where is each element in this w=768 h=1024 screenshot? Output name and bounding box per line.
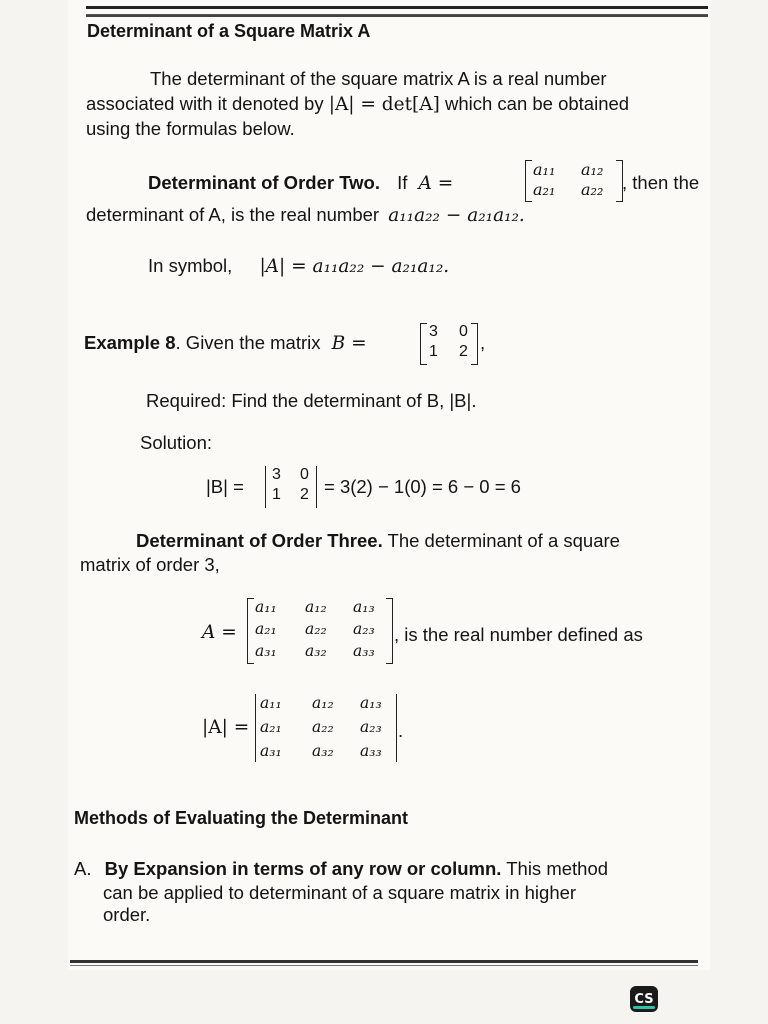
required-line: Required: Find the determinant of B, |B|.: [146, 390, 477, 411]
det-cell: a₂₂: [312, 718, 334, 736]
det-cell: a₁₃: [360, 694, 382, 712]
matrix-cell: a₁₁: [255, 598, 277, 616]
methods-heading: Methods of Evaluating the Determinant: [74, 808, 409, 828]
matrix-cell: 1: [429, 343, 438, 360]
method-a-title: By Expansion in terms of any row or column.: [104, 858, 502, 879]
method-a-line-1: [74, 858, 608, 880]
intro-line-1: The determinant of the square matrix A is a real number: [150, 68, 607, 89]
intro-text: associated with it denoted by: [86, 93, 329, 114]
order-three-title: Determinant of Order Three.: [136, 530, 383, 551]
matrix-cell: 0: [459, 323, 468, 340]
order-two-title: Determinant of Order Two.: [148, 172, 380, 193]
det-cell: a₁₁: [260, 694, 282, 712]
matrix-cell: a₃₃: [353, 642, 375, 660]
example-8-title: Example 8: [84, 332, 176, 353]
matrix-cell: a₁₂: [581, 160, 604, 179]
matrix-cell: a₁₂: [305, 598, 327, 616]
example-8-text: . Given the matrix: [175, 332, 321, 353]
b-abs-label: |B| =: [206, 476, 244, 497]
det-cell: 3: [272, 466, 281, 483]
matrix-cell: a₂₂: [581, 180, 604, 199]
matrix-a3-label: A =: [202, 622, 237, 643]
det-cell: 0: [300, 466, 309, 483]
abs-a: |A| =: [202, 717, 250, 738]
then-text: , then the: [622, 172, 700, 193]
matrix-cell: a₂₁: [533, 180, 556, 199]
determinant-a-3x3: [254, 694, 398, 762]
matrix-cell: a₂₁: [255, 620, 277, 638]
method-a-text: This method: [501, 858, 609, 879]
determinant-b: [264, 466, 318, 508]
example-8-result: = 3(2) − 1(0) = 6 − 0 = 6: [324, 476, 521, 497]
bottom-rule: [70, 960, 698, 963]
solution-label: Solution:: [140, 432, 212, 453]
comma: ,: [480, 332, 486, 353]
matrix-cell: a₃₁: [255, 642, 277, 660]
order-two-line: [148, 172, 453, 194]
matrix-cell: a₁₃: [353, 598, 375, 616]
matrix-cell: 3: [429, 323, 438, 340]
in-symbol-line: [148, 255, 449, 277]
bottom-rule-thin: [70, 965, 698, 966]
matrix-a-label: A =: [418, 173, 454, 194]
order-three-line-2: matrix of order 3,: [80, 554, 220, 575]
defined-as-text: , is the real number defined as: [394, 624, 643, 645]
top-rule-thin: [86, 14, 708, 15]
det-cell: 2: [300, 486, 309, 503]
top-rule: [86, 6, 708, 17]
intro-line-3: using the formulas below.: [86, 118, 295, 139]
det-cell: a₁₂: [312, 694, 334, 712]
matrix-a-2x2: [525, 160, 623, 202]
method-a-line-2: can be applied to determinant of a square matrix in higher: [103, 882, 577, 903]
det-cell: a₂₁: [260, 718, 282, 736]
example-8-line: [84, 332, 367, 354]
det-cell: a₃₂: [312, 742, 334, 760]
order-three-line: [136, 530, 620, 552]
matrix-cell: 2: [459, 343, 468, 360]
det-cell: 1: [272, 486, 281, 503]
intro-text-end: which can be obtained: [439, 93, 630, 114]
matrix-cell: a₁₁: [533, 160, 556, 179]
if-text: If: [397, 172, 408, 193]
order-two-desc: determinant of A, is the real number: [86, 204, 380, 225]
intro-line-2: [86, 93, 629, 115]
matrix-cell: a₂₂: [305, 620, 327, 638]
det-notation: |A| = det[A]: [328, 94, 440, 115]
abs-a-label: [202, 716, 249, 738]
method-a-letter: A.: [74, 858, 92, 879]
camscanner-logo: CS: [630, 986, 658, 1012]
matrix-cell: a₂₃: [353, 620, 375, 638]
method-a-line-3: order.: [103, 904, 151, 925]
matrix-a-3x3: [247, 598, 393, 664]
matrix-b-label: B =: [331, 333, 367, 354]
det-cell: a₃₃: [360, 742, 382, 760]
section-heading: Determinant of a Square Matrix A: [87, 21, 371, 41]
order-two-line-2: [86, 204, 525, 226]
det-cell: a₂₃: [360, 718, 382, 736]
in-symbol-label: In symbol,: [148, 255, 233, 276]
symbol-formula: |A| = a₁₁a₂₂ − a₂₁a₁₂.: [259, 256, 450, 277]
period: .: [398, 720, 404, 741]
order-two-formula: a₁₁a₂₂ − a₂₁a₁₂.: [388, 205, 525, 226]
det-cell: a₃₁: [260, 742, 282, 760]
matrix-cell: a₃₂: [305, 642, 327, 660]
matrix-b: [420, 323, 478, 365]
order-three-text: The determinant of a square: [382, 530, 620, 551]
